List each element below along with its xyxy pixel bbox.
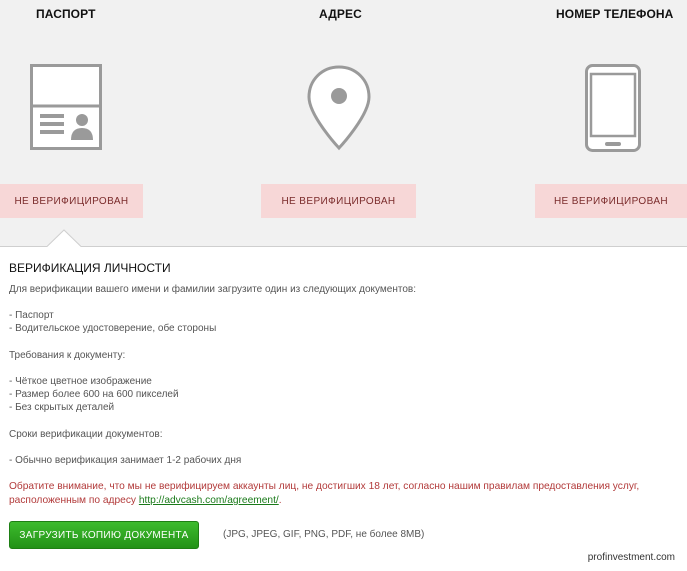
phone-status-badge: НЕ ВЕРИФИЦИРОВАН [535, 184, 687, 218]
passport-icon[interactable] [30, 64, 102, 155]
upload-format-note: (JPG, JPEG, GIF, PNG, PDF, не более 8MB) [223, 529, 425, 540]
address-title: АДРЕС [319, 7, 362, 21]
terms-item: - Обычно верификация занимает 1-2 рабочих дня [9, 455, 242, 466]
agreement-link[interactable]: http://advcash.com/agreement/ [138, 495, 279, 506]
requirement-item: - Размер более 600 на 600 пикселей [9, 389, 179, 400]
doc-type-item: - Водительское удостоверение, обе стороны [9, 323, 217, 334]
panel-title: ВЕРИФИКАЦИЯ ЛИЧНОСТИ [9, 261, 171, 275]
intro-text: Для верификации вашего имени и фамилии загрузите один из следующих документов: [9, 284, 416, 295]
doc-type-item: - Паспорт [9, 310, 54, 321]
location-pin-icon[interactable] [306, 64, 372, 157]
passport-title: ПАСПОРТ [36, 7, 96, 21]
age-warning [9, 480, 669, 508]
requirement-item: - Чёткое цветное изображение [9, 376, 152, 387]
watermark: profinvestment.com [587, 552, 675, 563]
phone-title: НОМЕР ТЕЛЕФОНА [556, 7, 674, 21]
age-warning-end: . [278, 495, 282, 506]
active-tab-pointer [47, 229, 81, 247]
identity-verification-panel [0, 247, 687, 571]
age-warning-text: Обратите внимание, что мы не верифицируем аккаунты лиц, не достигших 18 лет, согласно нашим правилам предоставления услуг, расположенным по адресу [9, 481, 640, 506]
passport-status-badge: НЕ ВЕРИФИЦИРОВАН [0, 184, 143, 218]
verification-header [0, 0, 687, 247]
upload-document-button[interactable]: ЗАГРУЗИТЬ КОПИЮ ДОКУМЕНТА [9, 521, 199, 549]
requirement-item: - Без скрытых деталей [9, 402, 115, 413]
terms-title: Сроки верификации документов: [9, 429, 163, 440]
requirements-title: Требования к документу: [9, 350, 126, 361]
phone-icon[interactable] [585, 64, 641, 157]
address-status-badge: НЕ ВЕРИФИЦИРОВАН [261, 184, 416, 218]
